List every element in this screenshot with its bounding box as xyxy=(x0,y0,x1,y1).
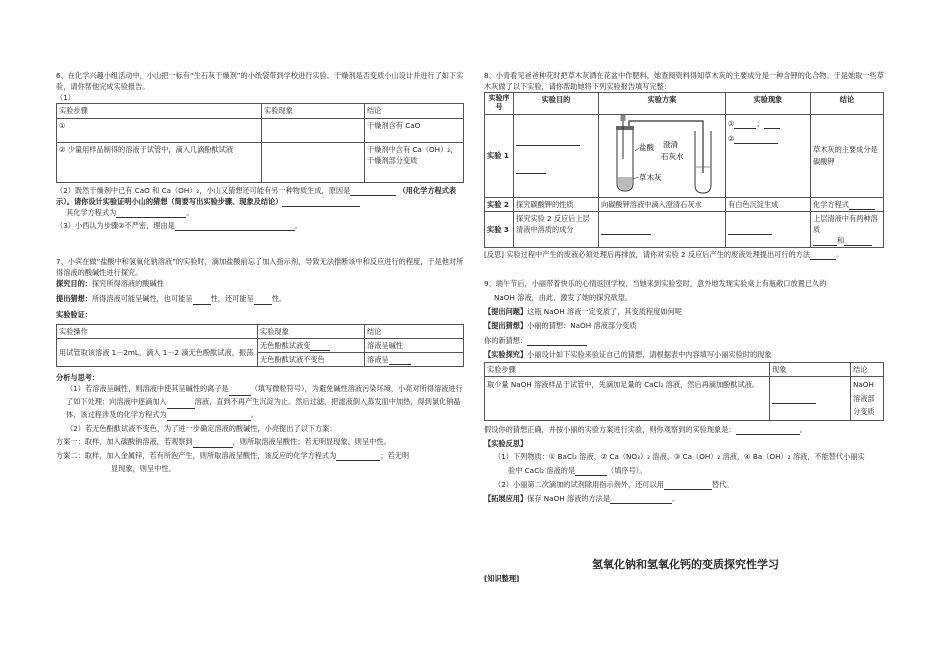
q8-header-phen: 实验现象 xyxy=(726,93,811,114)
q9-intro: 9、端午节后，小丽带着快乐的心情返回学校，当她来到实验室时，意外地发现实验桌上有瓶敞口放置已久的 xyxy=(484,279,827,288)
q9-inquiry: 【实验探究】小丽设计如下实验来验证自己的猜想，请根据表中内容填写小丽实验时的现象 xyxy=(484,349,772,359)
q8-row1-phen: ① ； ② xyxy=(726,114,811,197)
q6-phenomenon-1 xyxy=(262,118,365,142)
q9-header-step: 实验步骤 xyxy=(485,362,770,376)
q8-row3-conc: 上层清液中有两种溶质 和 xyxy=(811,211,884,247)
q6-header-step: 实验步骤 xyxy=(57,104,262,118)
q7-conc-2: 溶液呈 xyxy=(365,353,464,367)
q8-row2-label: 实验 2 xyxy=(485,197,514,211)
q6-step-1: ① xyxy=(57,118,262,142)
q7-header-conc: 结论 xyxy=(365,324,464,338)
q6-conclusion-2: 干燥剂中含有 Ca（OH）₂，干燥剂部分变质 xyxy=(365,142,464,182)
q9-header-conc: 结论 xyxy=(851,362,884,376)
q9-reflect-2: （2）小丽第二次滴加的试剂除用指示剂外，还可以用 替代。 xyxy=(494,479,734,489)
q9-phen xyxy=(770,377,851,421)
q7-hypothesis: 提出猜想：所得溶液可能呈碱性，也可能呈 性，还可能呈 性。 xyxy=(56,294,287,304)
q9-reflect-1b: 验中 CaCl₂ 溶液的是 （填序号）。 xyxy=(508,465,647,475)
q6-phenomenon-2 xyxy=(262,142,365,182)
q8-row3-phen xyxy=(726,211,811,247)
q8-row3-purpose: 探究实验 2 反应后上层清液中溶质的成分 xyxy=(514,211,599,247)
question-6 xyxy=(56,70,464,231)
section-title: 氢氧化钠和氢氧化钙的变质探究性学习 xyxy=(592,558,779,571)
question-9 xyxy=(484,278,884,504)
q6-part1-label: （1） xyxy=(56,93,75,103)
q9-hypothesis: 【提出猜想】小丽的猜想：NaOH 溶液部分变质 xyxy=(484,321,637,331)
label-limewater-2: 石灰水 xyxy=(661,151,684,161)
q8-reflection: [反思] 实验过程中产生的废液必须处理后再排放，请你对实验 2 反应后产生的废液处理提出可行的方法 。 xyxy=(484,250,844,260)
q8-header-plan: 实验方案 xyxy=(599,93,726,114)
q7-intro: 7、小宾在做“盐酸中和氢氧化钠溶液”的实验时，滴加盐酸前忘了加入指示剂，导致无法推断该中和反应进行的程度，于是他对所得溶液的酸碱性进行探究。 xyxy=(56,257,464,278)
q9-new-hypothesis: 你的新猜想： xyxy=(484,335,884,346)
q6-intro: 6、在化学兴趣小组活动中，小山把一标有“生石灰干燥剂”的小纸袋带到学校进行实验。干燥剂是否变质小山设计并进行了如下实验，请你帮他完成实验报告。 xyxy=(56,71,464,92)
q6-conclusion-1: 干燥剂含有 CaO xyxy=(365,118,464,142)
q8-row1-purpose xyxy=(514,114,599,197)
q8-row2-purpose: 探究碳酸钾的性质 xyxy=(514,197,599,211)
q7-analysis-label: 分析与思考： xyxy=(56,373,100,383)
question-7 xyxy=(56,256,464,474)
q9-reflect-1: （1）下列物质：① BaCl₂ 溶液、② Ca（NO₃）₂ 溶液、③ Ca（OH）₂ 溶液、④ Ba（OH）₂ 溶液，不能替代小丽实 xyxy=(494,452,865,462)
question-8 xyxy=(484,70,884,260)
q6-step-2: ② 少量用样品制得的溶液于试管中，滴入几滴酚酞试液 xyxy=(57,142,262,182)
q7-header-phen: 实验现象 xyxy=(258,324,365,338)
dropper-bulb-icon xyxy=(621,115,626,121)
q7-plan-2: 方案二：取样，加入金属锌，若有所泡产生，则所取溶液呈酸性，该反应的化学方程式为 ；若无明 xyxy=(56,450,410,460)
q9-intro-2: NaOH 溶液，由此，激发了她的探究欲望。 xyxy=(494,293,633,303)
q8-row1-conc: 草木灰的主要成分是碳酸钾 xyxy=(811,114,884,197)
q8-row2-phen: 有白色沉淀生成 xyxy=(726,197,811,211)
q9-experiment-table xyxy=(484,362,884,421)
q7-phen-1: 无色酚酞试液变 xyxy=(258,338,365,352)
q8-header-conc: 结论 xyxy=(811,93,884,114)
label-limewater-1: 澄清 xyxy=(663,139,678,149)
q7-conc-1: 溶液呈碱性 xyxy=(365,338,464,352)
q9-problem: 【提出问题】这瓶 NaOH 溶液一定变质了，其变质程度如何呢 xyxy=(484,307,682,317)
q6-part2-equation: 其化学方程式为 。 xyxy=(66,207,194,217)
knowledge-label: [知识整理] xyxy=(484,574,520,583)
q7-header-op: 实验操作 xyxy=(57,324,258,338)
q9-conc: NaOH 溶液部分变质 xyxy=(851,377,884,421)
q8-row1-label: 实验 1 xyxy=(485,114,514,197)
q7-operation: 用试管取该溶液 1－2mL，滴入 1－2 滴无色酚酞试液，振荡 xyxy=(57,338,258,366)
q7-phen-2: 无色酚酞试液不变色 xyxy=(258,353,365,367)
q9-header-phen: 现象 xyxy=(770,362,851,376)
q6-part2: （2）既然干燥剂中已有 CaO 和 Ca（OH）₂，小山又猜想还可能有另一种物质生成，原因是 （用化学方程式表示）。请你设计实验证明小山的猜想（简要写出实验步骤、现象及结论） xyxy=(56,185,457,206)
q7-purpose: 探究目的：探究所得溶液的酸碱性 xyxy=(56,279,164,289)
q7-analysis-1: （1）若溶液呈碱性，则溶液中使其呈碱性的离子是 （填写微粒符号），为避免碱性溶液污染环境，小亮对所得溶液进行了如下处理：向溶液中逐滴加入 溶液，直到不再产生沉淀为止。然后过滤，把滤液倒入蒸发皿中加热，得到氯化钠晶体，该过程涉及的化学方程式为 。 xyxy=(56,383,464,421)
q9-assume: 假设你的猜想正确，并按小丽的实验方案进行实验，则你观察到的实验现象是： 。 xyxy=(484,425,807,435)
q7-plan-1: 方案一：取样，加入碳酸钠溶液，若观察到 ，则所取溶液呈酸性；若无明显现象，则呈中性。 xyxy=(56,437,391,447)
q9-extension: 【拓展应用】保存 NaOH 溶液的方法是 。 xyxy=(484,493,680,503)
q8-row2-plan: 向碳酸钾溶液中滴入澄清石灰水 xyxy=(599,197,726,211)
q8-header-no: 实验序号 xyxy=(485,93,514,114)
q7-analysis-2: （2）若无色酚酞试液不变色，为了进一步确定溶液的酸碱性，小亮提出了以下方案： xyxy=(66,424,337,434)
q8-intro: 8、小青看见爸爸种花时把草木灰洒在花盆中作肥料，她查阅资料得知草木灰的主要成分是一种含钾的化合物。于是她取一些草木灰做了以下实验，请你帮助她将下列实验报告填写完整： xyxy=(484,71,884,92)
q7-verify-table xyxy=(56,324,464,367)
q8-row2-conc: 化学方程式 xyxy=(811,197,884,211)
q8-row3-plan xyxy=(599,211,726,247)
label-hcl: 盐酸 xyxy=(639,142,654,152)
q8-row1-apparatus xyxy=(599,114,726,197)
q8-row3-label: 实验 3 xyxy=(485,211,514,247)
label-ash: 草木灰 xyxy=(639,172,662,182)
q8-header-purpose: 实验目的 xyxy=(514,93,599,114)
q8-report-table xyxy=(484,92,884,248)
q7-plan-2-end: 显现象，则呈中性。 xyxy=(111,463,176,473)
q6-part3: （3）小西认为步骤②不严密，理由是 。 xyxy=(56,221,303,231)
q6-header-phenomenon: 实验现象 xyxy=(262,104,365,118)
stopper-icon xyxy=(616,126,634,130)
q9-reflect-label: 【实验反思】 xyxy=(484,439,528,449)
q6-experiment-table xyxy=(56,103,464,182)
q7-verify-label: 实验验证： xyxy=(56,309,92,319)
q6-header-conclusion: 结论 xyxy=(365,104,464,118)
q9-step: 取少量 NaOH 溶液样品于试管中，先滴加足量的 CaCl₂ 溶液，然后再滴加酚酞试液。 xyxy=(485,377,770,421)
reaction-apparatus-diagram xyxy=(599,115,721,197)
